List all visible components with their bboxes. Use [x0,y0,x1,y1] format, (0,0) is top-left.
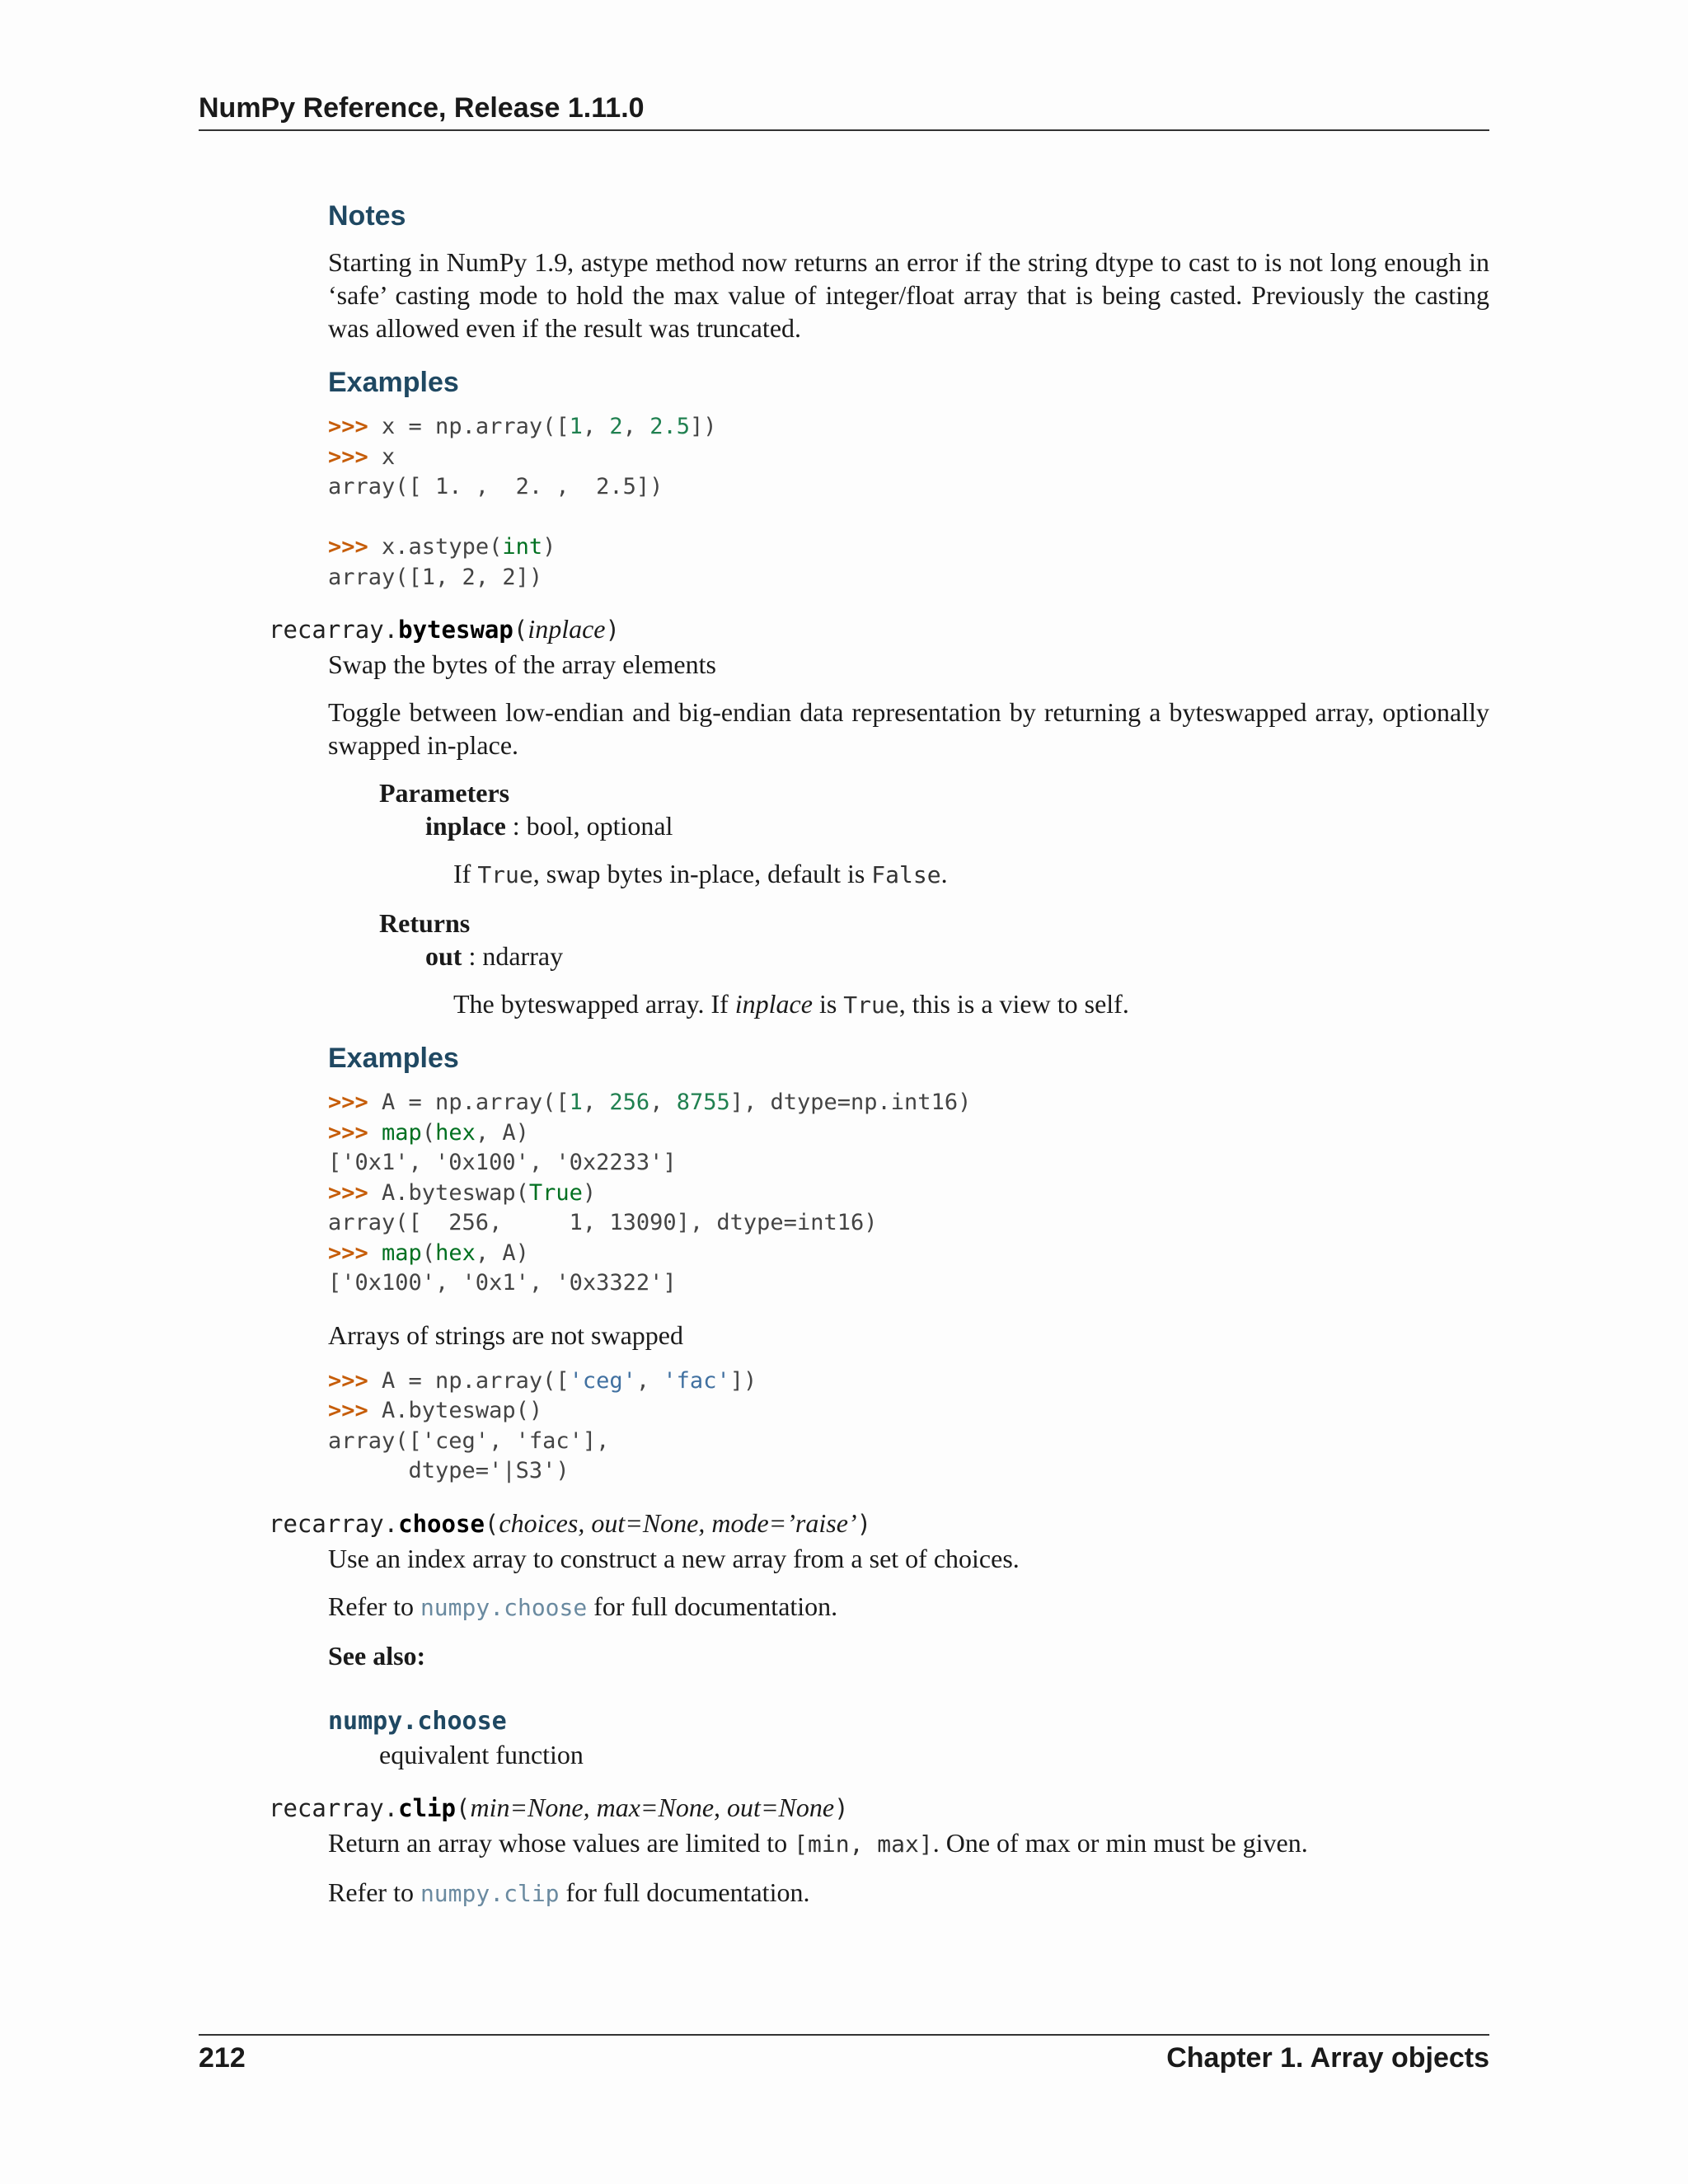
choose-summary: Use an index array to construct a new array from a set of choices. [328,1543,1020,1573]
notes-heading: Notes [328,200,406,232]
running-footer [199,2034,1489,2074]
parameters-block [379,776,1489,1022]
return-out: out : ndarray [425,941,564,971]
numpy-clip-link[interactable]: numpy.clip [420,1879,560,1907]
choose-body [328,1542,1489,1771]
returns-heading: Returns [379,908,471,938]
method-signature-choose: recarray.choose(choices, out=None, mode=’raise’) [269,1507,872,1538]
return-out-desc: The byteswapped array. If inplace is True, this is a view to self. [453,989,1129,1019]
numpy-choose-link[interactable]: numpy.choose [420,1593,588,1621]
strings-note: Arrays of strings are not swapped [328,1319,683,1350]
see-also-link[interactable]: numpy.choose [328,1706,507,1736]
see-also-desc: equivalent function [379,1739,584,1769]
parameters-heading: Parameters [379,778,510,808]
code-example: >>> A = np.array(['ceg', 'fac']) >>> A.byteswap() array(['ceg', 'fac'], dtype='|S3') [328,1367,757,1483]
page-content [199,198,1489,1910]
notes-text: Starting in NumPy 1.9, astype method now returns an error if the string dtype to cast to is not long enough in ‘safe’ casting mode to hold the max value of integer/float array that is being casted. Previously the casting was allowed even if the result was truncated. [328,247,1489,343]
clip-refer: Refer to numpy.clip for full documentation. [328,1877,810,1907]
examples-heading: Examples [328,367,459,398]
code-example: >>> A = np.array([1, 256, 8755], dtype=np.int16) >>> map(hex, A) ['0x1', '0x100', '0x2233'] >>> A.byteswap(True) array([ 256, 1, 13090], dtype=int16) >>> map(hex, A) ['0x100', '0x1', '0x3322'] [328,1090,972,1296]
see-also-item [328,1704,1489,1738]
param-inplace: inplace : bool, optional [425,811,673,841]
examples-heading: Examples [328,1043,459,1074]
byteswap-description: Toggle between low-endian and big-endian data representation by returning a byteswapped array, optionally swapped in-place. [328,697,1489,760]
header-title: NumPy Reference, Release 1.11.0 [199,92,645,124]
code-example: >>> x = np.array([1, 2, 2.5]) >>> x array([ 1. , 2. , 2.5]) >>> x.astype(int) array([1, 2, 2]) [328,414,717,590]
byteswap-body [328,648,1489,1487]
method-signature-byteswap: recarray.byteswap(inplace) [269,614,620,644]
byteswap-summary: Swap the bytes of the array elements [328,649,716,679]
param-inplace-desc: If True, swap bytes in-place, default is False. [453,859,948,888]
clip-body [328,1826,1489,1910]
choose-refer: Refer to numpy.choose for full documentation. [328,1591,838,1621]
running-header [199,92,1489,131]
astype-section [328,198,1489,593]
method-signature-clip: recarray.clip(min=None, max=None, out=None) [269,1792,849,1822]
chapter-title: Chapter 1. Array objects [1166,2042,1489,2074]
clip-summary: Return an array whose values are limited to [min, max]. One of max or min must be given. [328,1827,1308,1858]
page-number: 212 [199,2042,246,2074]
see-also-heading: See also: [328,1640,426,1671]
